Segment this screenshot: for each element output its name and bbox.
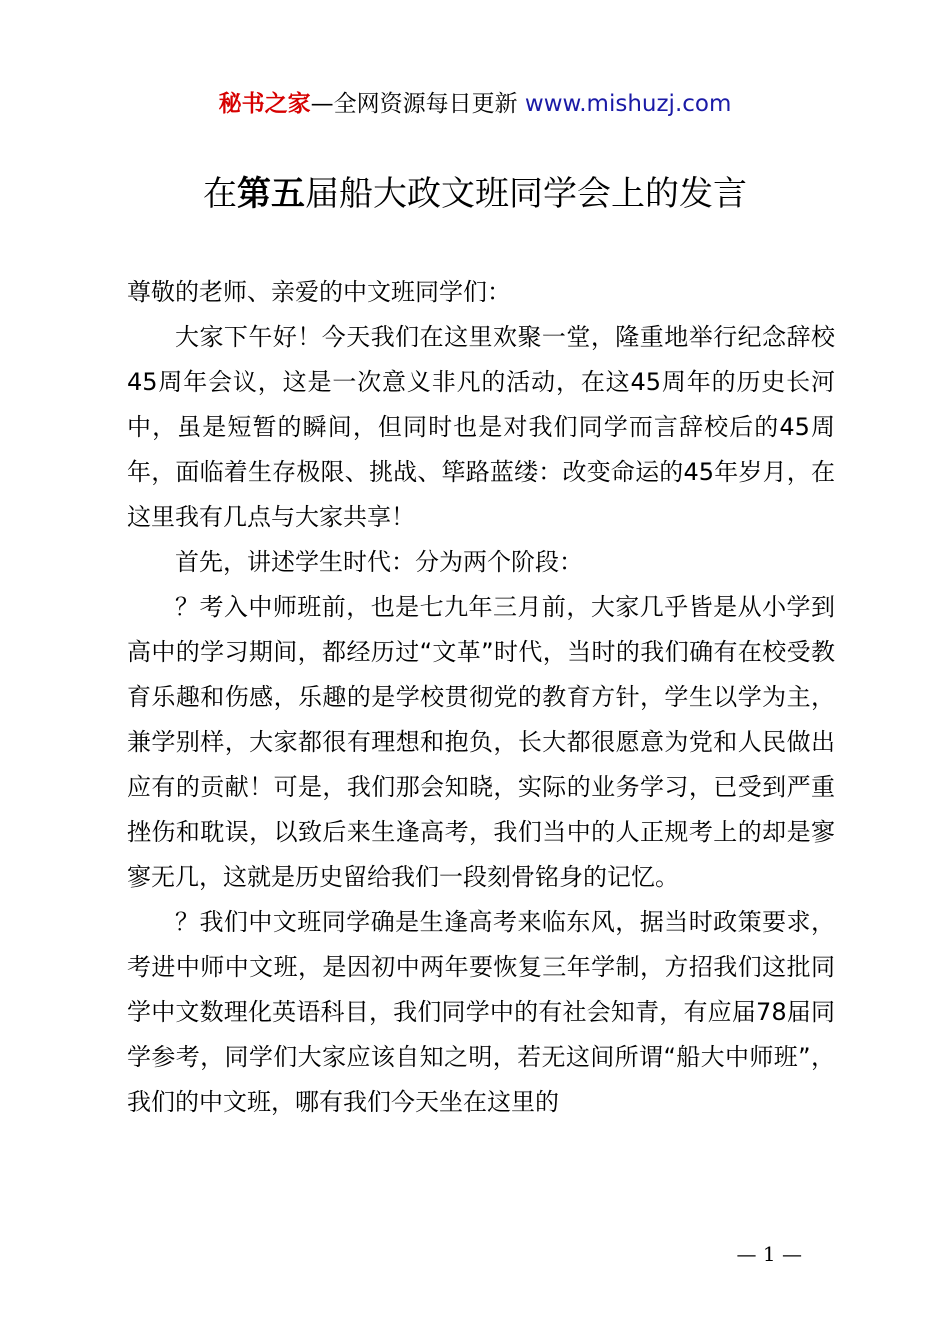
title-suffix: 届船大政文班同学会上的发言 xyxy=(305,174,747,214)
title-bold: 第五 xyxy=(237,174,305,214)
paragraph: ？我们中文班同学确是生逢高考来临东风，据当时政策要求，考进中师中文班，是因初中两年要恢复三年学制，方招我们这批同学中文数理化英语科目，我们同学中的有社会知青，有应届78届同学参考，同学们大家应该自知之明，若无这间所谓“船大中师班”，我们的中文班，哪有我们今天坐在这里的 xyxy=(127,908,835,1116)
paragraph: 大家下午好！今天我们在这里欢聚一堂，隆重地举行纪念辞校45周年会议，这是一次意义非凡的活动，在这45周年的历史长河中，虽是短暂的瞬间，但同时也是对我们同学而言辞校后的45周年，面临着生存极限、挑战、筚路蓝缕：改变命运的45年岁月，在这里我有几点与大家共享！ xyxy=(127,323,835,531)
site-header xyxy=(0,88,950,120)
site-brand: 秘书之家 xyxy=(218,91,311,117)
paragraph: 首先，讲述学生时代：分为两个阶段： xyxy=(175,548,583,576)
page-number: — 1 — xyxy=(736,1242,802,1266)
title-prefix: 在 xyxy=(203,174,237,214)
salutation: 尊敬的老师、亲爱的中文班同学们： xyxy=(127,278,511,306)
paragraph: ？考入中师班前，也是七九年三月前，大家几乎皆是从小学到高中的学习期间，都经历过“文革”时代，当时的我们确有在校受教育乐趣和伤感，乐趣的是学校贯彻党的教育方针，学生以学为主，兼学别样，大家都很有理想和抱负，长大都很愿意为党和人民做出应有的贡献！可是，我们那会知晓，实际的业务学习，已受到严重挫伤和耽误，以致后来生逢高考，我们当中的人正规考上的却是寥寥无几，这就是历史留给我们一段刻骨铭身的记忆。 xyxy=(127,593,835,891)
document-body xyxy=(127,270,835,1125)
site-url-link[interactable]: www.mishuzj.com xyxy=(524,91,732,117)
site-tagline: —全网资源每日更新 xyxy=(310,91,525,117)
document-title xyxy=(0,170,950,218)
